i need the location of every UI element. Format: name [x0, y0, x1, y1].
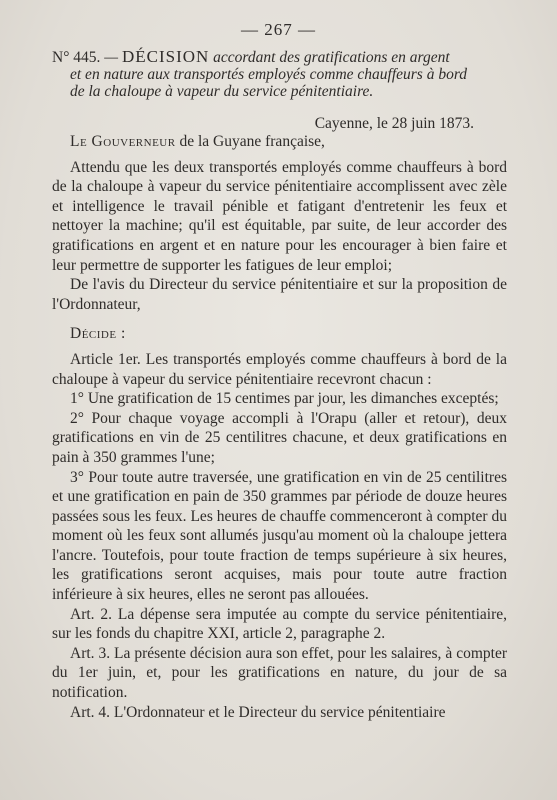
governor-line	[52, 132, 507, 152]
decision-number: N° 445.	[52, 49, 101, 66]
decision-title-word: DÉCISION	[121, 47, 210, 66]
paragraph-advice: De l'avis du Directeur du service pénitentiaire et sur la proposition de l'Ordonnateur,	[52, 276, 507, 313]
heading-dash: —	[100, 49, 122, 66]
article-1-item-3: 3° Pour toute autre traversée, une gratification en vin de 25 centilitres et une gratification en pain de 350 grammes par période de douze heures passées sous les feux. Les heures de chauffe commenceront à compter du moment où les feux sont allumés jusqu'au moment où la chaloupe jettera l'ancre. Toutefois, pour toute fraction de temps supérieure à six heures, les gratifications seront acquises, mais pour toute autre fraction inférieure à six heures, elles ne seront pas allouées.	[52, 468, 507, 604]
article-2: Art. 2. La dépense sera imputée au compte du service pénitentiaire, sur les fonds du chapitre XXI, article 2, paragraphe 2.	[52, 605, 507, 643]
decision-heading	[52, 48, 507, 100]
page-number: — 267 —	[241, 20, 316, 39]
heading-line2: et en nature aux transportés employés comme chauffeurs à bord	[70, 66, 468, 83]
paragraph-considering: Attendu que les deux transportés employés comme chauffeurs à bord de la chaloupe à vapeur du service pénitentiaire accomplissent avec zèle et intelligence le travail pénible et fatigant d'entretenir les feux et nettoyer la machine; qu'il est équitable, par suite, de leur accorder des gratifications en argent et en nature pour les encourager à bien faire et leur permettre de supporter les fatigues de leur emploi;	[52, 158, 507, 274]
heading-line3: de la chaloupe à vapeur du service pénitentiaire.	[70, 83, 374, 100]
heading-line1-rest: accordant des gratifications en argent	[209, 49, 450, 66]
article-4: Art. 4. L'Ordonnateur et le Directeur du service pénitentiaire	[70, 703, 446, 721]
article-3: Art. 3. La présente décision aura son effet, pour les salaires, à compter du 1er juin, et, pour les gratifications en nature, du jour de sa notification.	[52, 644, 507, 702]
governor-title: Le Gouverneur	[70, 133, 176, 150]
article-1-item-1: 1° Une gratification de 15 centimes par jour, les dimanches exceptés;	[70, 390, 499, 408]
governor-rest: de la Guyane française,	[175, 133, 325, 150]
document-body	[52, 132, 507, 722]
article-1-item-2: 2° Pour chaque voyage accompli à l'Orapu (aller et retour), deux gratifications en vin de 25 centilitres chacune, et deux gratifications en pain à 350 grammes l'une;	[52, 409, 507, 466]
decides-label: Décide :	[70, 325, 126, 343]
article-1: Article 1er. Les transportés employés comme chauffeurs à bord de la chaloupe à vapeur du service pénitentiaire recevront chacun :	[52, 350, 507, 388]
place-date: Cayenne, le 28 juin 1873.	[314, 115, 474, 132]
